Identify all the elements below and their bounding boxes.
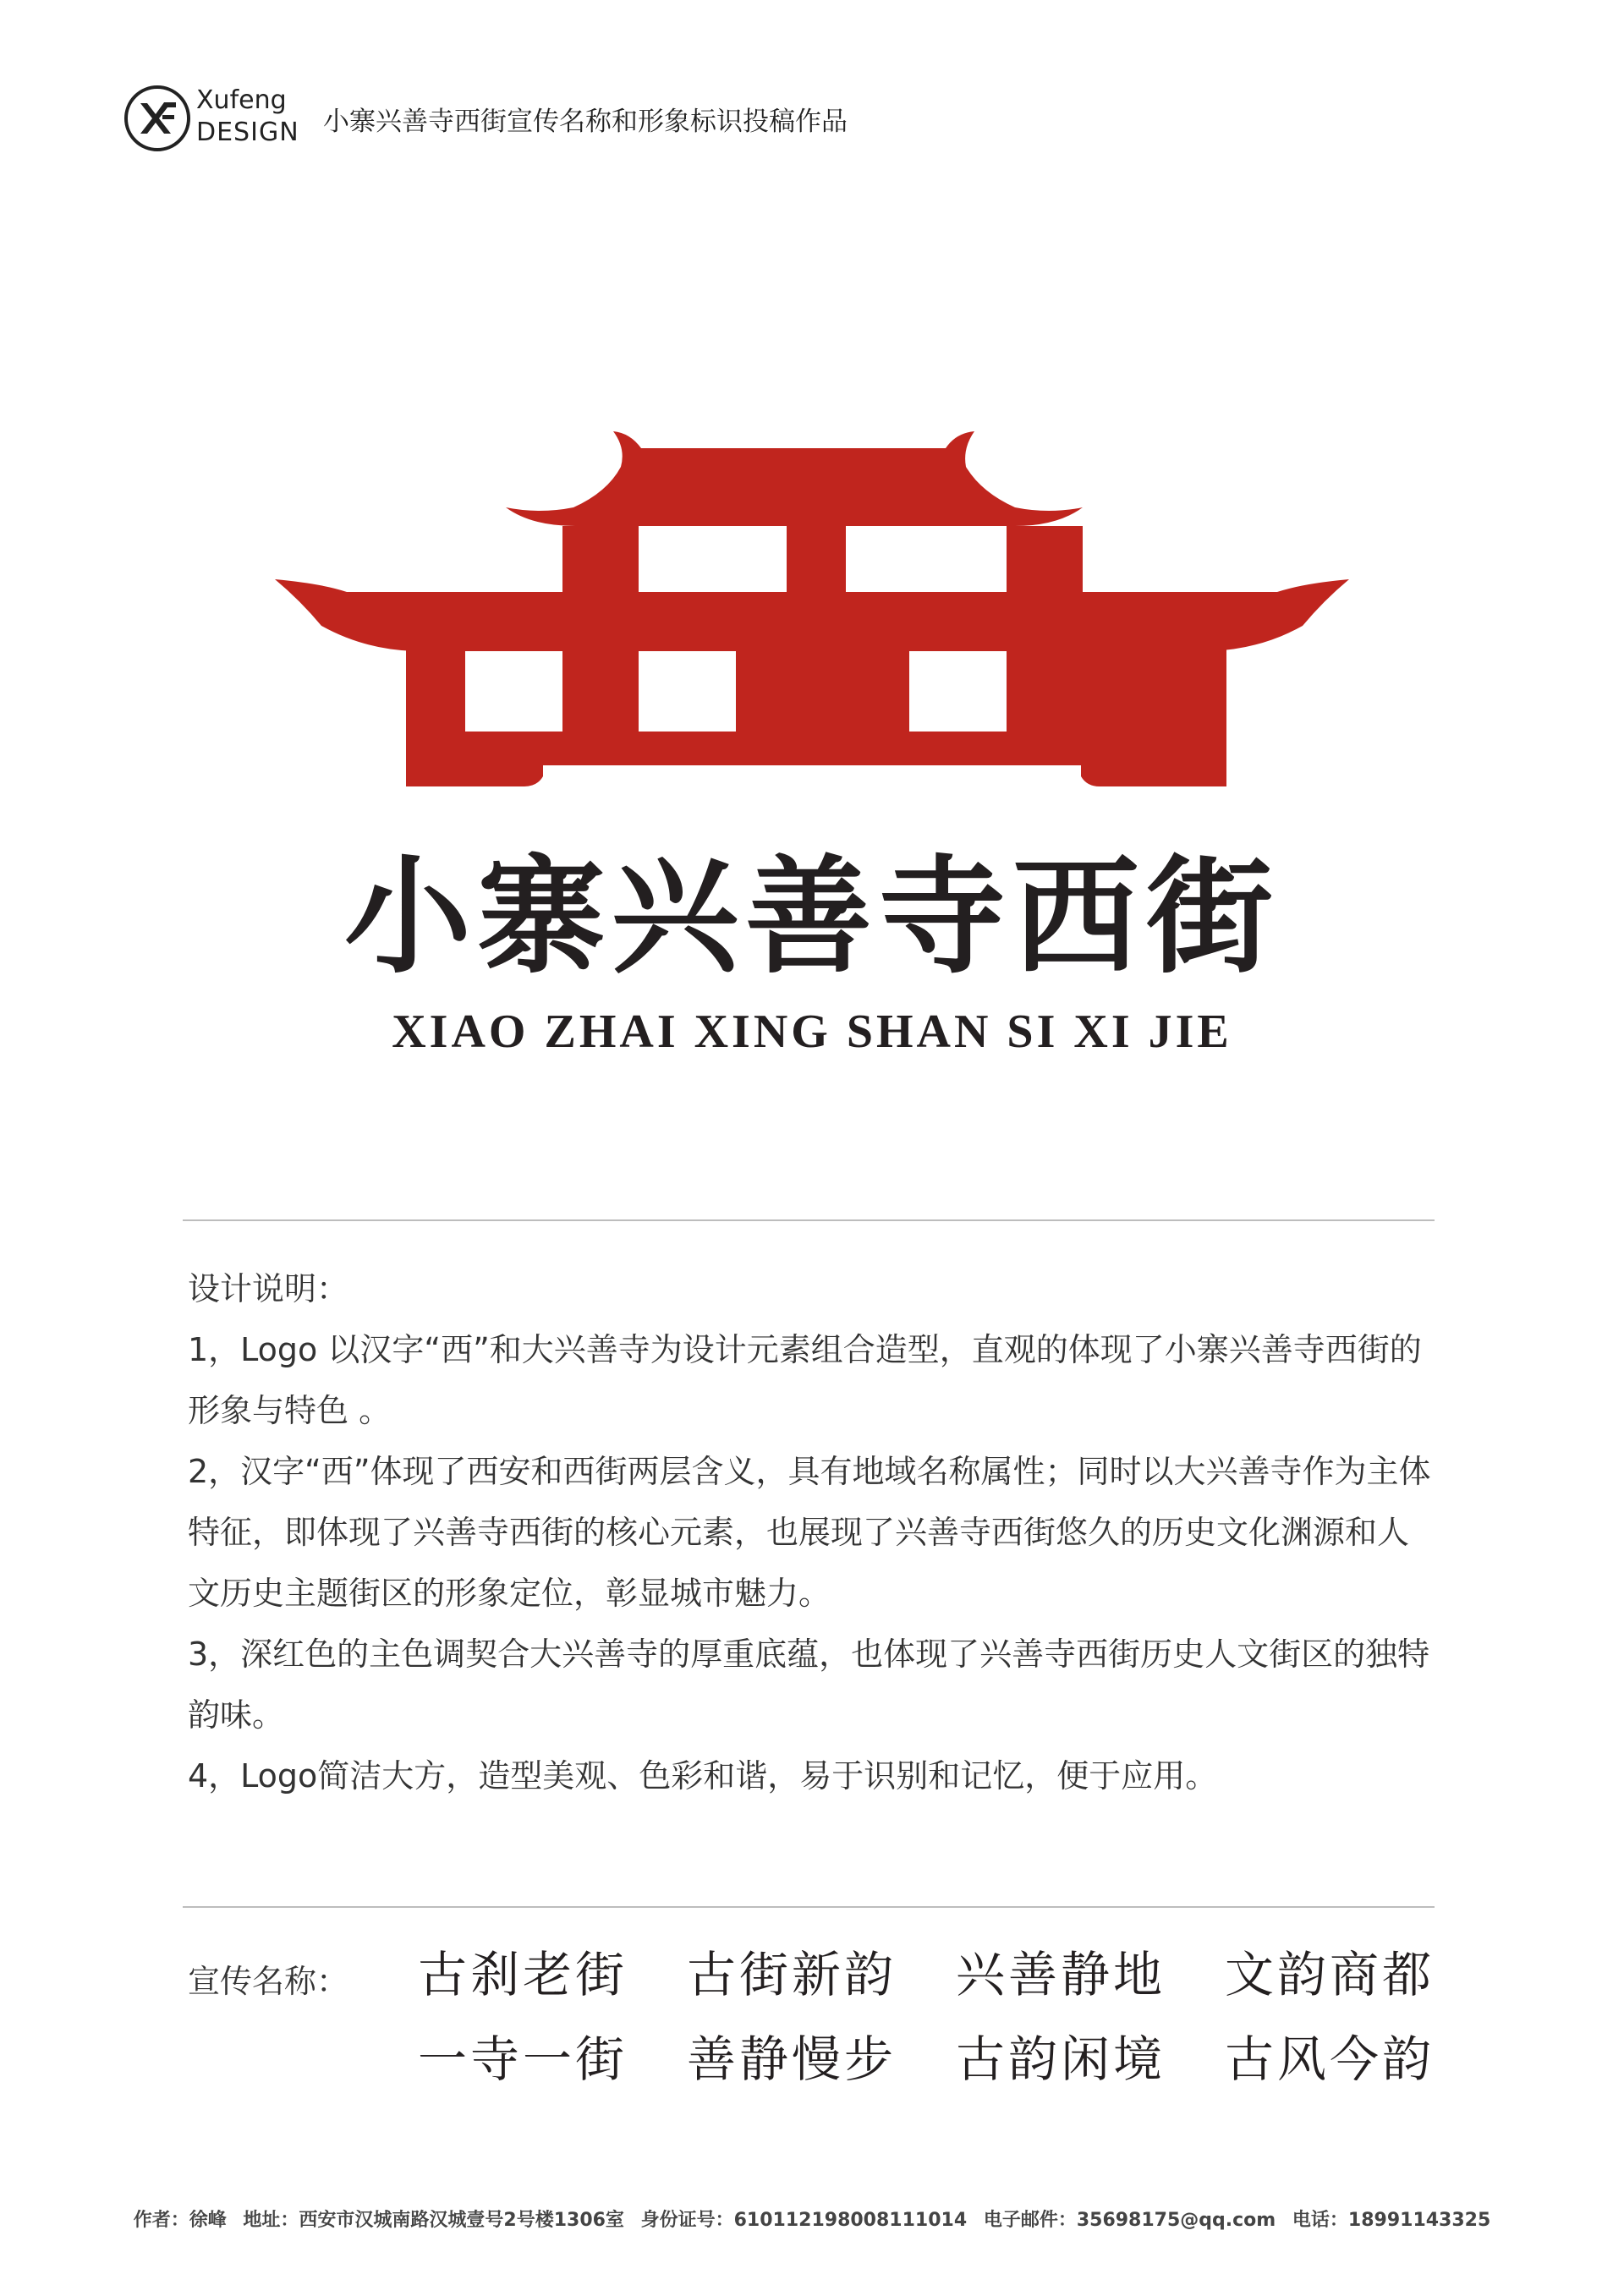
description-item-1: 1，Logo 以汉字“西”和大兴善寺为设计元素组合造型，直观的体现了小寨兴善寺西街的形象与特色 。 xyxy=(188,1331,1422,1429)
logo-name-pinyin: XIAO ZHAI XING SHAN SI XI JIE xyxy=(392,1006,1232,1058)
slogan-item: 古韵闲境 xyxy=(956,2030,1166,2088)
document-title: 小寨兴善寺西街宣传名称和形象标识投稿作品 xyxy=(323,107,848,137)
temple-roof-xi-icon xyxy=(271,423,1353,795)
contact-footer xyxy=(0,2206,1624,2232)
slogan-grid xyxy=(418,1945,1458,2089)
divider-top xyxy=(183,1219,1435,1221)
slogan-item: 古风今韵 xyxy=(1225,2030,1435,2088)
slogan-item: 文韵商都 xyxy=(1225,1946,1435,2003)
slogan-label: 宣传名称： xyxy=(188,1963,349,2000)
description-item-2: 2，汉字“西”体现了西安和西街两层含义，具有地域名称属性；同时以大兴善寺作为主体特征，即体现了兴善寺西街的核心元素，也展现了兴善寺西街悠久的历史文化渊源和人文历史主题街区的形象定位，彰显城市魅力。 xyxy=(188,1453,1431,1612)
brand-line2: DESIGN xyxy=(196,118,299,147)
footer-id-number: 身份证号：610112198008111014 xyxy=(640,2210,968,2231)
design-description xyxy=(188,1258,1440,1806)
slogan-item: 兴善静地 xyxy=(956,1946,1166,2003)
footer-address: 地址：西安市汉城南路汉城壹号2号楼1306室 xyxy=(243,2210,624,2231)
description-item-4: 4，Logo简洁大方，造型美观、色彩和谐，易于识别和记忆，便于应用。 xyxy=(188,1757,1218,1795)
description-heading: 设计说明： xyxy=(188,1270,349,1307)
slogan-item: 古街新韵 xyxy=(687,1946,897,2003)
xufeng-logo-icon xyxy=(123,85,191,152)
divider-bottom xyxy=(183,1906,1435,1908)
logo-name-cn: 小寨兴善寺西街 xyxy=(343,844,1280,991)
footer-author: 作者：徐峰 xyxy=(133,2210,227,2231)
footer-email: 电子邮件：35698175@qq.com xyxy=(983,2210,1276,2231)
slogan-item: 善静慢步 xyxy=(687,2030,897,2088)
slogan-item: 一寺一街 xyxy=(418,2030,628,2088)
brand-line1: Xufeng xyxy=(196,85,287,115)
footer-phone: 电话：18991143325 xyxy=(1292,2210,1491,2231)
slogan-item: 古刹老街 xyxy=(418,1946,628,2003)
brand-name xyxy=(196,85,299,149)
description-item-3: 3，深红色的主色调契合大兴善寺的厚重底蕴，也体现了兴善寺西街历史人文街区的独特韵味。 xyxy=(188,1636,1430,1734)
